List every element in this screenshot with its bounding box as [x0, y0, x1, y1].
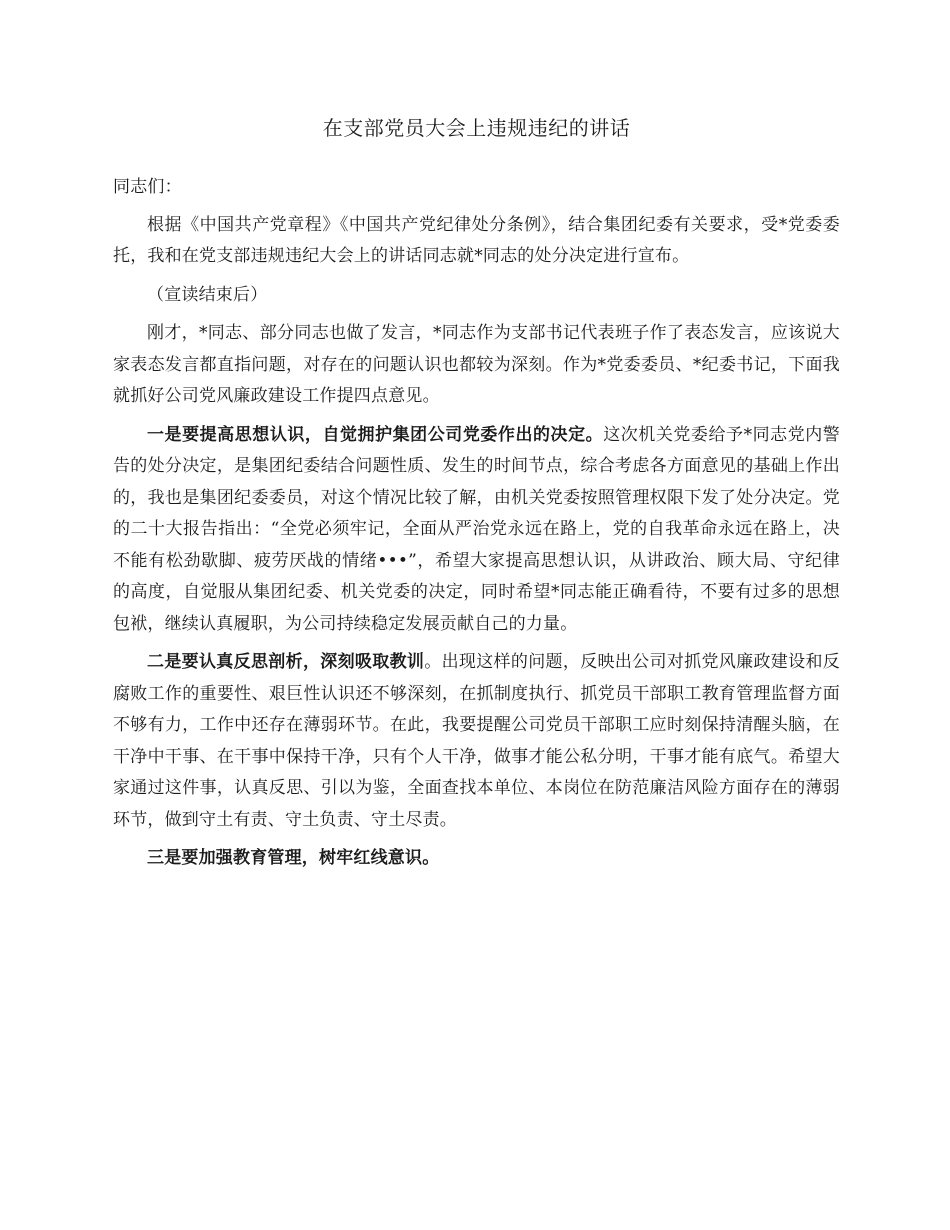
paragraph-point-two	[113, 647, 840, 836]
paragraph-lead: 一是要提高思想认识，自觉拥护集团公司党委作出的决定。	[147, 424, 604, 445]
paragraph-text: 根据《中国共产党章程》《中国共产党纪律处分条例》，结合集团纪委有关要求，受*党委委托，我和在党支部违规违纪大会上的讲话同志就*同志的处分决定进行宣布。	[113, 214, 840, 266]
paragraph-text: 刚才，*同志、部分同志也做了发言，*同志作为支部书记代表班子作了表态发言，应该说大家表态发言都直指问题，对存在的问题认识也都较为深刻。作为*党委委员、*纪委书记，下面我就抓好公司党风廉政建设工作提四点意见。	[113, 323, 840, 406]
paragraph-point-three	[113, 843, 840, 875]
paragraph-lead: 二是要认真反思剖析，深刻吸取教训	[147, 652, 425, 672]
paragraph-note	[113, 280, 840, 312]
paragraph-intro	[113, 210, 840, 273]
document-title: 在支部党员大会上违规违纪的讲话	[322, 116, 631, 140]
paragraph-text: 这次机关党委给予*同志党内警告的处分决定，是集团纪委结合问题性质、发生的时间节点，综合考虑各方面意见的基础上作出的，我也是集团纪委委员，对这个情况比较了解，由机关党委按照管理权限下发了处分决定。党的二十大报告指出：“全党必须牢记，全面从严治党永远在路上，党的自我革命永远在路上，决不能有松劲歇脚、疲劳厌战的情绪•••”，希望大家提高思想认识，从讲政治、顾大局、守纪律的高度，自觉服从集团纪委、机关党委的决定，同时希望*同志能正确看待，不要有过多的思想包袱，继续认真履职，为公司持续稳定发展贡献自己的力量。	[113, 424, 840, 634]
paragraph-text: （宣读结束后）	[147, 284, 268, 305]
paragraph-overview	[113, 318, 840, 413]
salutation: 同志们：	[113, 177, 182, 197]
document-page	[113, 108, 840, 882]
paragraph-lead: 三是要加强教育管理，树牢红线意识。	[147, 848, 440, 868]
paragraph-text: 。出现这样的问题，反映出公司对抓党风廉政建设和反腐败工作的重要性、艰巨性认识还不够深刻，在抓制度执行、抓党员干部职工教育管理监督方面不够有力，工作中还存在薄弱环节。在此，我要提醒公司党员干部职工应时刻保持清醒头脑，在干净中干事、在干事中保持干净，只有个人干净，做事才能公私分明，干事才能有底气。希望大家通过这件事，认真反思、引以为鉴，全面查找本单位、本岗位在防范廉洁风险方面存在的薄弱环节，做到守土有责、守土负责、守土尽责。	[113, 652, 840, 830]
paragraph-point-one	[113, 420, 840, 641]
